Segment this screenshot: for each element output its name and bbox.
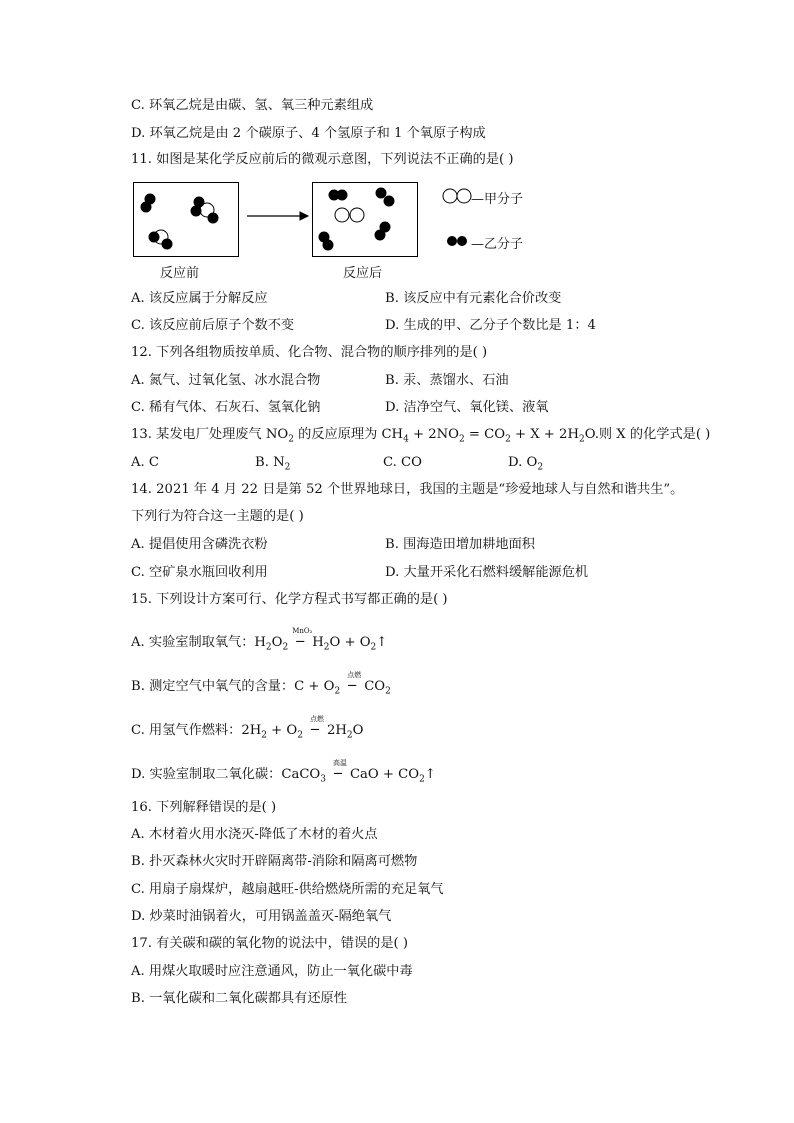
q17-option-a: A. 用煤火取暖时应注意通风，防止一氧化碳中毒 xyxy=(131,964,413,979)
legend-yi-label: —乙分子 xyxy=(471,237,524,252)
q13-option-c: C. CO xyxy=(383,455,422,470)
question-13: 13. 某发电厂处理废气 $NO_2$ 的反应原理为 $CH_4 + 2NO_2 = CO_2 + X + 2H_2O$.则 X 的化学式是( ) xyxy=(131,427,711,445)
question-14: 14. 2021 年 4 月 22 日是第 52 个世界地球日，我国的主题是“珍爱地球人与自然和谐共生”。 xyxy=(131,482,684,497)
q11-option-b: B. 该反应中有元素化合价改变 xyxy=(385,291,562,306)
q12-option-a: A. 氮气、过氧化氢、冰水混合物 xyxy=(131,373,321,388)
option-d-line: D. 环氧乙烷是由 2 个碳原子、4 个氢原子和 1 个氧原子构成 xyxy=(131,126,486,141)
q14-option-a: A. 提倡使用含磷洗衣粉 xyxy=(131,537,268,552)
before-caption: 反应前 xyxy=(160,266,200,281)
question-14-cont: 下列行为符合这一主题的是( ) xyxy=(131,509,304,524)
q12-option-c: C. 稀有气体、石灰石、氢氧化钠 xyxy=(131,400,321,415)
q12-option-b: B. 汞、蒸馏水、石油 xyxy=(385,373,509,388)
question-12: 12. 下列各组物质按单质、化合物、混合物的顺序排列的是( ) xyxy=(131,345,488,360)
legend-jia-label: —甲分子 xyxy=(471,192,524,207)
question-11: 11. 如图是某化学反应前后的微观示意图，下列说法不正确的是( ) xyxy=(131,152,514,167)
q11-option-c: C. 该反应前后原子个数不变 xyxy=(131,318,295,333)
q14-option-c: C. 空矿泉水瓶回收利用 xyxy=(131,565,268,580)
q14-option-d: D. 大量开采化石燃料缓解能源危机 xyxy=(385,565,589,580)
q17-option-b: B. 一氧化碳和二氧化碳都具有还原性 xyxy=(131,991,347,1006)
question-15: 15. 下列设计方案可行、化学方程式书写都正确的是( ) xyxy=(131,592,448,607)
q13-option-d: D. $O_2$ xyxy=(508,455,544,473)
q16-option-c: C. 用扇子扇煤炉，越扇越旺-供给燃烧所需的充足氧气 xyxy=(131,882,444,897)
q15-option-b: B. 测定空气中氧气的含量：$C + O_2$ 点燃 ─ $CO_2$ xyxy=(131,671,391,697)
question-17: 17. 有关碳和碳的氧化物的说法中，错误的是( ) xyxy=(131,936,409,951)
option-c-line: C. 环氧乙烷是由碳、氢、氧三种元素组成 xyxy=(131,98,374,113)
q15-option-c: C. 用氢气作燃料：$2H_2 + O_2$ 点燃 ─ $2H_2O$ xyxy=(131,715,364,741)
question-16: 16. 下列解释错误的是( ) xyxy=(131,800,277,815)
after-caption: 反应后 xyxy=(343,266,383,281)
q15-option-d: D. 实验室制取二氧化碳：CaCO$_3$ 高温 ─ CaO + $CO_2↑$ xyxy=(131,759,436,785)
q16-option-b: B. 扑灭森林火灾时开辟隔离带-消除和隔离可燃物 xyxy=(131,854,418,869)
q11-option-d: D. 生成的甲、乙分子个数比是 1：4 xyxy=(385,318,596,333)
q15-option-a: A. 实验室制取氧气：$H_2O_2$ MnO₂ ─ $H_2O$ + $O_2↑$ xyxy=(131,627,388,653)
reaction-diagram xyxy=(130,180,550,280)
q13-option-b: B. $N_2$ xyxy=(255,455,291,473)
q16-option-a: A. 木材着火用水浇灭-降低了木材的着火点 xyxy=(131,827,378,842)
q16-option-d: D. 炒菜时油锅着火，可用锅盖盖灭-隔绝氧气 xyxy=(131,909,392,924)
q11-option-a: A. 该反应属于分解反应 xyxy=(131,291,268,306)
q12-option-d: D. 洁净空气、氧化镁、液氧 xyxy=(385,400,549,415)
q14-option-b: B. 围海造田增加耕地面积 xyxy=(385,537,535,552)
q13-option-a: A. C xyxy=(131,455,159,470)
